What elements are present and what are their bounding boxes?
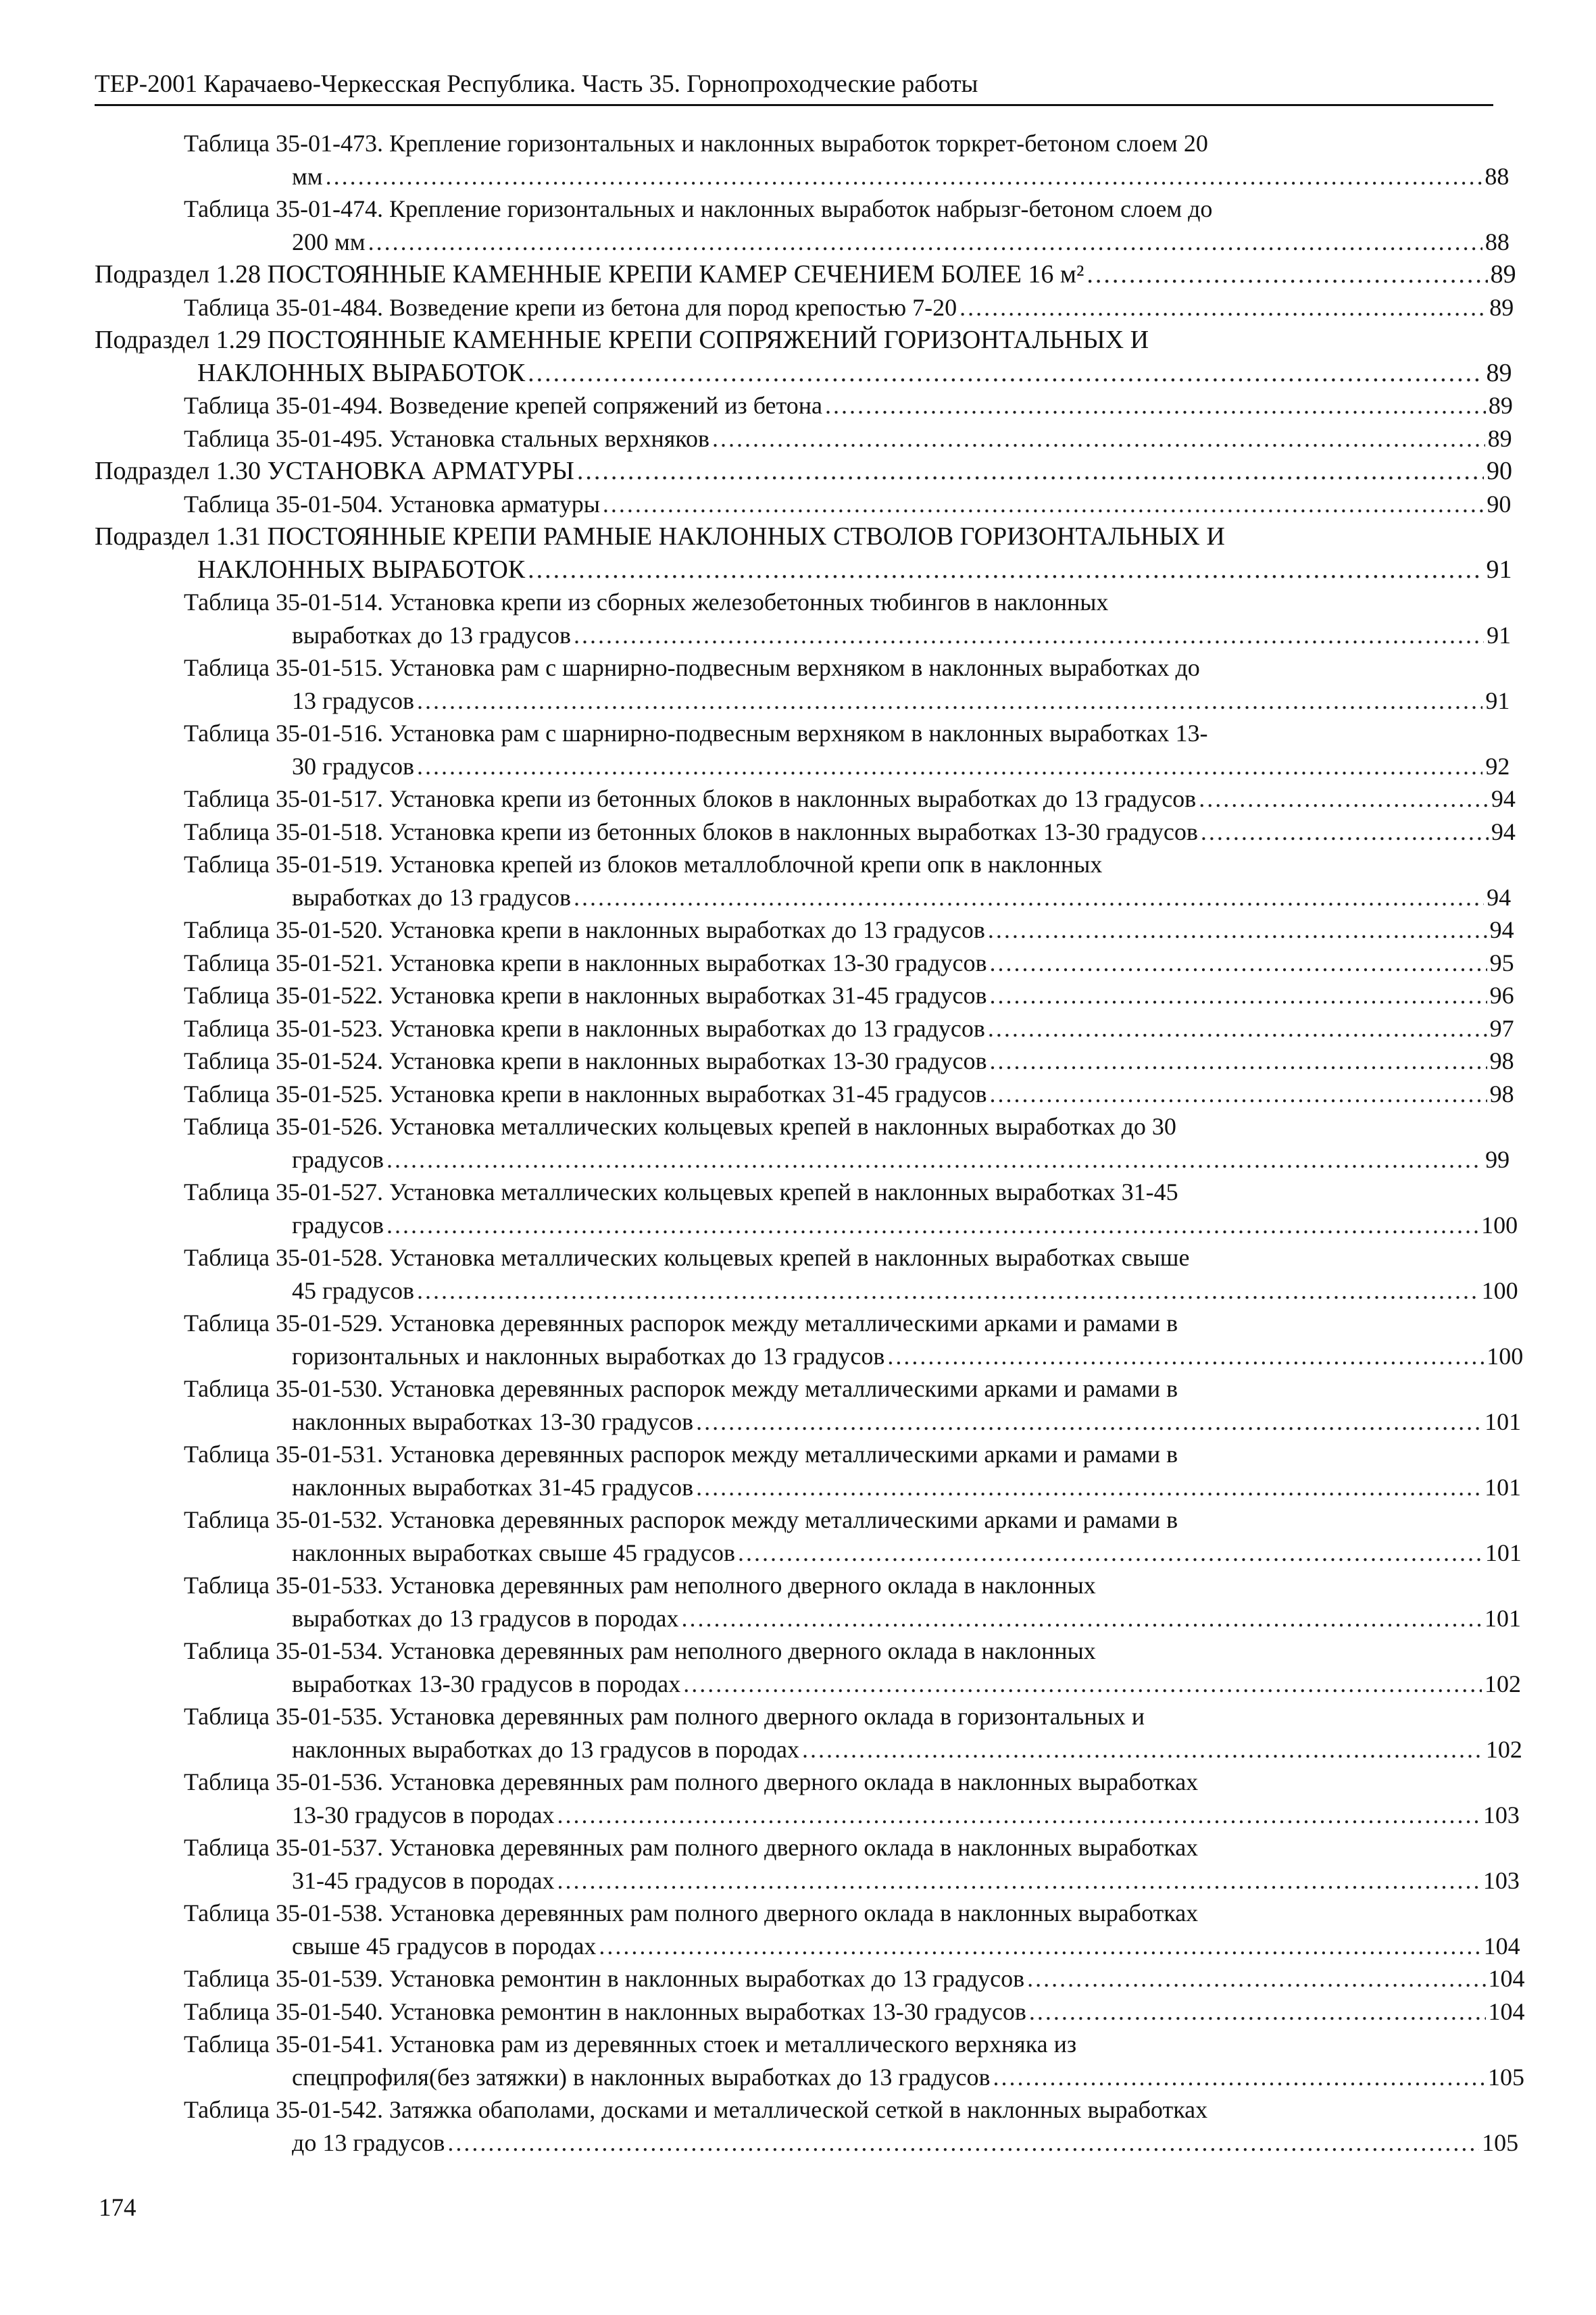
toc-entry-title: Подраздел 1.28 ПОСТОЯННЫЕ КАМЕННЫЕ КРЕПИ КАМЕР СЕЧЕНИЕМ БОЛЕЕ 16 м² xyxy=(95,260,1084,289)
toc-entry-page-number: 105 xyxy=(1487,2063,1524,2091)
toc-entry-title-line: Таблица 35-01-541. Установка рам из деревянных стоек и металлического верхняка из xyxy=(184,2031,1077,2058)
toc-entry-page-number: 94 xyxy=(1491,785,1516,812)
toc-entry-title: НАКЛОННЫХ ВЫРАБОТОК xyxy=(197,555,526,584)
toc-entry-title: 13 градусов xyxy=(292,687,415,714)
dot-leader xyxy=(990,947,1487,980)
toc-entry-page-number: 88 xyxy=(1485,228,1510,255)
toc-entry-title-line: Таблица 35-01-542. Затяжка обаполами, досками и металлической сеткой в наклонных выработках xyxy=(184,2096,1208,2123)
toc-entry-page-number: 89 xyxy=(1490,260,1516,289)
dot-leader xyxy=(990,979,1487,1012)
toc-entry-title: Таблица 35-01-495. Установка стальных верхняков xyxy=(184,424,709,452)
toc-entry-page-number: 104 xyxy=(1488,1965,1525,1992)
toc-entry-title-line: Таблица 35-01-473. Крепление горизонтальных и наклонных выработок торкрет-бетоном слоем 20 xyxy=(184,130,1208,157)
toc-entry-page-number: 103 xyxy=(1482,1866,1520,1894)
dot-leader xyxy=(1201,816,1489,849)
dot-leader xyxy=(386,1143,1482,1176)
toc-entry-page-number: 95 xyxy=(1489,949,1514,976)
toc-entry-title-line: Таблица 35-01-528. Установка металлических кольцевых крепей в наклонных выработках свыше xyxy=(184,1244,1190,1271)
toc-entry-title: наклонных выработках до 13 градусов в породах xyxy=(292,1735,799,1763)
toc-entry-page-number: 98 xyxy=(1489,1047,1514,1074)
toc-table-entry[interactable] xyxy=(95,291,1514,324)
toc-entry-title: 200 мм xyxy=(292,228,366,255)
toc-entry-page-number: 98 xyxy=(1489,1080,1514,1107)
toc-table-entry[interactable] xyxy=(95,586,1512,651)
toc-entry-title: Таблица 35-01-525. Установка крепи в наклонных выработках 31-45 градусов xyxy=(184,1080,987,1107)
toc-entry-title: свыше 45 градусов в породах xyxy=(292,1932,597,1960)
toc-entry-title: 31-45 градусов в породах xyxy=(292,1866,555,1894)
dot-leader xyxy=(447,2126,1479,2160)
toc-section-entry[interactable] xyxy=(95,520,1512,586)
toc-entry-title: Таблица 35-01-517. Установка крепи из бетонных блоков в наклонных выработках до 13 градусов xyxy=(184,785,1197,812)
dot-leader xyxy=(887,1340,1484,1373)
dot-leader xyxy=(1199,782,1489,816)
toc-entry-title-line: Таблица 35-01-516. Установка рам с шарнирно-подвесным верхняком в наклонных выработках 13- xyxy=(184,720,1208,747)
toc-entry-title: спецпрофиля(без затяжки) в наклонных выработках до 13 градусов xyxy=(292,2063,991,2091)
toc-table-entry[interactable] xyxy=(95,1110,1510,1176)
toc-entry-title: выработках 13-30 градусов в породах xyxy=(292,1670,681,1697)
toc-entry-page-number: 89 xyxy=(1486,358,1512,387)
toc-table-entry[interactable] xyxy=(95,914,1514,947)
dot-leader xyxy=(326,160,1482,193)
dot-leader xyxy=(386,1209,1478,1242)
dot-leader xyxy=(683,1668,1482,1701)
dot-leader xyxy=(557,1799,1480,1832)
toc-entry-title-line: Подраздел 1.29 ПОСТОЯННЫЕ КАМЕННЫЕ КРЕПИ СОПРЯЖЕНИЙ ГОРИЗОНТАЛЬНЫХ И xyxy=(95,326,1149,354)
toc-entry-title-line: Таблица 35-01-531. Установка деревянных распорок между металлическими арками и рамами в xyxy=(184,1441,1178,1468)
toc-table-entry[interactable] xyxy=(95,1241,1518,1307)
dot-leader xyxy=(988,914,1487,947)
toc-entry-title-line: Таблица 35-01-529. Установка деревянных распорок между металлическими арками и рамами в xyxy=(184,1310,1178,1337)
dot-leader xyxy=(1029,1995,1486,2028)
toc-entry-page-number: 102 xyxy=(1484,1670,1521,1697)
toc-entry-page-number: 88 xyxy=(1485,162,1510,190)
toc-entry-page-number: 90 xyxy=(1487,457,1512,485)
toc-entry-title-line: Таблица 35-01-514. Установка крепи из сборных железобетонных тюбингов в наклонных xyxy=(184,589,1109,616)
toc-entry-page-number: 94 xyxy=(1489,916,1514,943)
toc-table-entry[interactable] xyxy=(95,1831,1520,1897)
toc-entry-page-number: 101 xyxy=(1484,1604,1521,1632)
toc-entry-page-number: 89 xyxy=(1488,392,1513,419)
toc-table-entry[interactable] xyxy=(95,1569,1521,1635)
toc-entry-title-line: Таблица 35-01-536. Установка деревянных рам полного дверного оклада в наклонных выработках xyxy=(184,1768,1199,1795)
toc-entry-title: до 13 градусов xyxy=(292,2129,445,2156)
dot-leader xyxy=(574,619,1484,652)
toc-table-entry[interactable] xyxy=(95,1307,1524,1372)
toc-entry-title-line: Таблица 35-01-519. Установка крепей из блоков металлоблочной крепи опк в наклонных xyxy=(184,851,1103,878)
toc-entry-title: Таблица 35-01-523. Установка крепи в наклонных выработках до 13 градусов xyxy=(184,1014,985,1042)
dot-leader xyxy=(577,455,1484,488)
dot-leader xyxy=(528,553,1483,587)
toc-table-entry[interactable] xyxy=(95,1503,1522,1569)
dot-leader xyxy=(738,1537,1482,1570)
dot-leader xyxy=(990,1078,1487,1111)
toc-entry-page-number: 92 xyxy=(1485,752,1510,780)
toc-table-entry[interactable] xyxy=(95,1962,1525,1995)
dot-leader xyxy=(696,1471,1482,1504)
dot-leader xyxy=(557,1864,1480,1897)
toc-entry-title: выработках до 13 градусов xyxy=(292,621,572,649)
toc-entry-title: наклонных выработках 31-45 градусов xyxy=(292,1473,694,1501)
dot-leader xyxy=(417,1274,1479,1308)
toc-entry-page-number: 91 xyxy=(1485,687,1510,714)
toc-table-entry[interactable] xyxy=(95,389,1513,422)
dot-leader xyxy=(682,1602,1482,1635)
toc-section-entry[interactable] xyxy=(95,324,1512,389)
toc-table-entry[interactable] xyxy=(95,2028,1524,2093)
toc-entry-title: Таблица 35-01-518. Установка крепи из бетонных блоков в наклонных выработках 13-30 градусов xyxy=(184,818,1198,845)
toc-table-entry[interactable] xyxy=(95,1635,1521,1700)
dot-leader xyxy=(417,684,1482,718)
dot-leader xyxy=(603,488,1485,521)
toc-table-entry[interactable] xyxy=(95,848,1512,914)
toc-entry-title-line: Таблица 35-01-538. Установка деревянных рам полного дверного оклада в наклонных выработках xyxy=(184,1899,1199,1926)
toc-entry-page-number: 104 xyxy=(1483,1932,1520,1960)
toc-entry-page-number: 100 xyxy=(1481,1211,1518,1239)
table-of-contents xyxy=(95,127,1525,2159)
toc-table-entry[interactable] xyxy=(95,1766,1520,1831)
toc-entry-title: 45 градусов xyxy=(292,1276,415,1304)
toc-table-entry[interactable] xyxy=(95,651,1510,717)
toc-table-entry[interactable] xyxy=(95,1012,1514,1045)
toc-table-entry[interactable] xyxy=(95,488,1512,521)
toc-table-entry[interactable] xyxy=(95,816,1516,849)
dot-leader xyxy=(712,422,1485,455)
toc-table-entry[interactable] xyxy=(95,979,1514,1012)
toc-entry-page-number: 104 xyxy=(1488,1997,1525,2025)
toc-table-entry[interactable] xyxy=(95,1078,1514,1111)
dot-leader xyxy=(993,2061,1485,2094)
toc-entry-page-number: 94 xyxy=(1487,883,1512,911)
toc-entry-title: Таблица 35-01-540. Установка ремонтин в наклонных выработках 13-30 градусов xyxy=(184,1997,1026,2025)
toc-entry-title: наклонных выработках 13-30 градусов xyxy=(292,1408,694,1435)
toc-table-entry[interactable] xyxy=(95,947,1514,980)
toc-entry-title: градусов xyxy=(292,1145,384,1173)
toc-entry-page-number: 94 xyxy=(1491,818,1516,845)
toc-entry-title: мм xyxy=(292,162,323,190)
dot-leader xyxy=(528,357,1483,390)
toc-entry-title: наклонных выработках свыше 45 градусов xyxy=(292,1539,735,1566)
toc-entry-title-line: Таблица 35-01-533. Установка деревянных рам неполного дверного оклада в наклонных xyxy=(184,1572,1096,1599)
dot-leader xyxy=(696,1405,1482,1439)
toc-entry-page-number: 101 xyxy=(1485,1408,1522,1435)
toc-entry-title: Таблица 35-01-524. Установка крепи в наклонных выработках 13-30 градусов xyxy=(184,1047,987,1074)
toc-entry-title: 30 градусов xyxy=(292,752,415,780)
dot-leader xyxy=(417,750,1482,783)
toc-entry-title: Таблица 35-01-520. Установка крепи в наклонных выработках до 13 градусов xyxy=(184,916,985,943)
toc-entry-title-line: Таблица 35-01-537. Установка деревянных рам полного дверного оклада в наклонных выработках xyxy=(184,1834,1199,1861)
toc-table-entry[interactable] xyxy=(95,717,1510,782)
dot-leader xyxy=(988,1012,1487,1045)
toc-entry-title: Таблица 35-01-522. Установка крепи в наклонных выработках 31-45 градусов xyxy=(184,982,987,1009)
toc-entry-title: 13-30 градусов в породах xyxy=(292,1801,555,1828)
toc-entry-page-number: 102 xyxy=(1485,1735,1522,1763)
toc-entry-title-line: Таблица 35-01-530. Установка деревянных распорок между металлическими арками и рамами в xyxy=(184,1375,1178,1402)
toc-entry-title: Таблица 35-01-494. Возведение крепей сопряжений из бетона xyxy=(184,392,823,419)
dot-leader xyxy=(368,226,1482,259)
toc-entry-title: Таблица 35-01-521. Установка крепи в наклонных выработках 13-30 градусов xyxy=(184,949,987,976)
toc-entry-page-number: 90 xyxy=(1487,490,1512,518)
toc-entry-page-number: 100 xyxy=(1487,1342,1524,1370)
toc-entry-title: Таблица 35-01-484. Возведение крепи из бетона для пород крепостью 7-20 xyxy=(184,293,957,321)
toc-entry-title: выработках до 13 градусов в породах xyxy=(292,1604,679,1632)
toc-table-entry[interactable] xyxy=(95,1438,1522,1503)
dot-leader xyxy=(1087,258,1487,291)
dot-leader xyxy=(802,1733,1483,1766)
toc-entry-page-number: 105 xyxy=(1482,2129,1519,2156)
toc-section-entry[interactable] xyxy=(95,258,1516,291)
toc-table-entry[interactable] xyxy=(95,2093,1519,2159)
page-number: 174 xyxy=(99,2194,136,2222)
toc-table-entry[interactable] xyxy=(95,782,1516,816)
toc-entry-page-number: 101 xyxy=(1485,1473,1522,1501)
toc-table-entry[interactable] xyxy=(95,1700,1522,1766)
toc-entry-page-number: 100 xyxy=(1481,1276,1518,1304)
toc-entry-title-line: Подраздел 1.31 ПОСТОЯННЫЕ КРЕПИ РАМНЫЕ НАКЛОННЫХ СТВОЛОВ ГОРИЗОНТАЛЬНЫХ И xyxy=(95,522,1225,551)
toc-entry-page-number: 97 xyxy=(1489,1014,1514,1042)
toc-table-entry[interactable] xyxy=(95,1176,1518,1241)
toc-entry-title-line: Таблица 35-01-527. Установка металлических кольцевых крепей в наклонных выработках 31-45 xyxy=(184,1178,1178,1205)
dot-leader xyxy=(990,1045,1487,1078)
toc-entry-title: градусов xyxy=(292,1211,384,1239)
toc-table-entry[interactable] xyxy=(95,1897,1520,1962)
toc-entry-page-number: 91 xyxy=(1486,555,1512,584)
dot-leader xyxy=(574,881,1484,914)
dot-leader xyxy=(959,291,1487,324)
toc-entry-page-number: 91 xyxy=(1487,621,1512,649)
toc-entry-page-number: 89 xyxy=(1489,293,1514,321)
toc-entry-page-number: 96 xyxy=(1489,982,1514,1009)
toc-entry-title: Таблица 35-01-504. Установка арматуры xyxy=(184,490,600,518)
toc-entry-title-line: Таблица 35-01-532. Установка деревянных распорок между металлическими арками и рамами в xyxy=(184,1506,1178,1533)
dot-leader xyxy=(825,389,1486,422)
toc-entry-title: НАКЛОННЫХ ВЫРАБОТОК xyxy=(197,358,526,387)
dot-leader xyxy=(599,1930,1480,1963)
toc-entry-title-line: Таблица 35-01-474. Крепление горизонтальных и наклонных выработок набрызг-бетоном слоем до xyxy=(184,195,1213,222)
dot-leader xyxy=(1027,1962,1485,1995)
running-header: ТЕР-2001 Карачаево-Черкесская Республика. Часть 35. Горнопроходческие работы xyxy=(95,68,1493,106)
toc-entry-page-number: 103 xyxy=(1482,1801,1520,1828)
toc-entry-page-number: 101 xyxy=(1485,1539,1522,1566)
toc-entry-title: выработках до 13 градусов xyxy=(292,883,572,911)
toc-entry-title: Таблица 35-01-539. Установка ремонтин в наклонных выработках до 13 градусов xyxy=(184,1965,1025,1992)
toc-table-entry[interactable] xyxy=(95,1995,1525,2028)
toc-table-entry[interactable] xyxy=(95,193,1510,258)
toc-entry-title-line: Таблица 35-01-526. Установка металлических кольцевых крепей в наклонных выработках до 30 xyxy=(184,1113,1176,1140)
toc-table-entry[interactable] xyxy=(95,1372,1522,1438)
toc-table-entry[interactable] xyxy=(95,1045,1514,1078)
toc-section-entry[interactable] xyxy=(95,455,1512,488)
toc-entry-title: Подраздел 1.30 УСТАНОВКА АРМАТУРЫ xyxy=(95,457,574,485)
toc-entry-page-number: 89 xyxy=(1487,424,1512,452)
toc-entry-title: горизонтальных и наклонных выработках до 13 градусов xyxy=(292,1342,885,1370)
toc-table-entry[interactable] xyxy=(95,127,1510,193)
toc-entry-title-line: Таблица 35-01-534. Установка деревянных рам неполного дверного оклада в наклонных xyxy=(184,1637,1096,1664)
toc-entry-title-line: Таблица 35-01-535. Установка деревянных рам полного дверного оклада в горизонтальных и xyxy=(184,1703,1145,1730)
toc-table-entry[interactable] xyxy=(95,422,1512,455)
toc-entry-title-line: Таблица 35-01-515. Установка рам с шарнирно-подвесным верхняком в наклонных выработках до xyxy=(184,654,1200,681)
toc-entry-page-number: 99 xyxy=(1485,1145,1510,1173)
